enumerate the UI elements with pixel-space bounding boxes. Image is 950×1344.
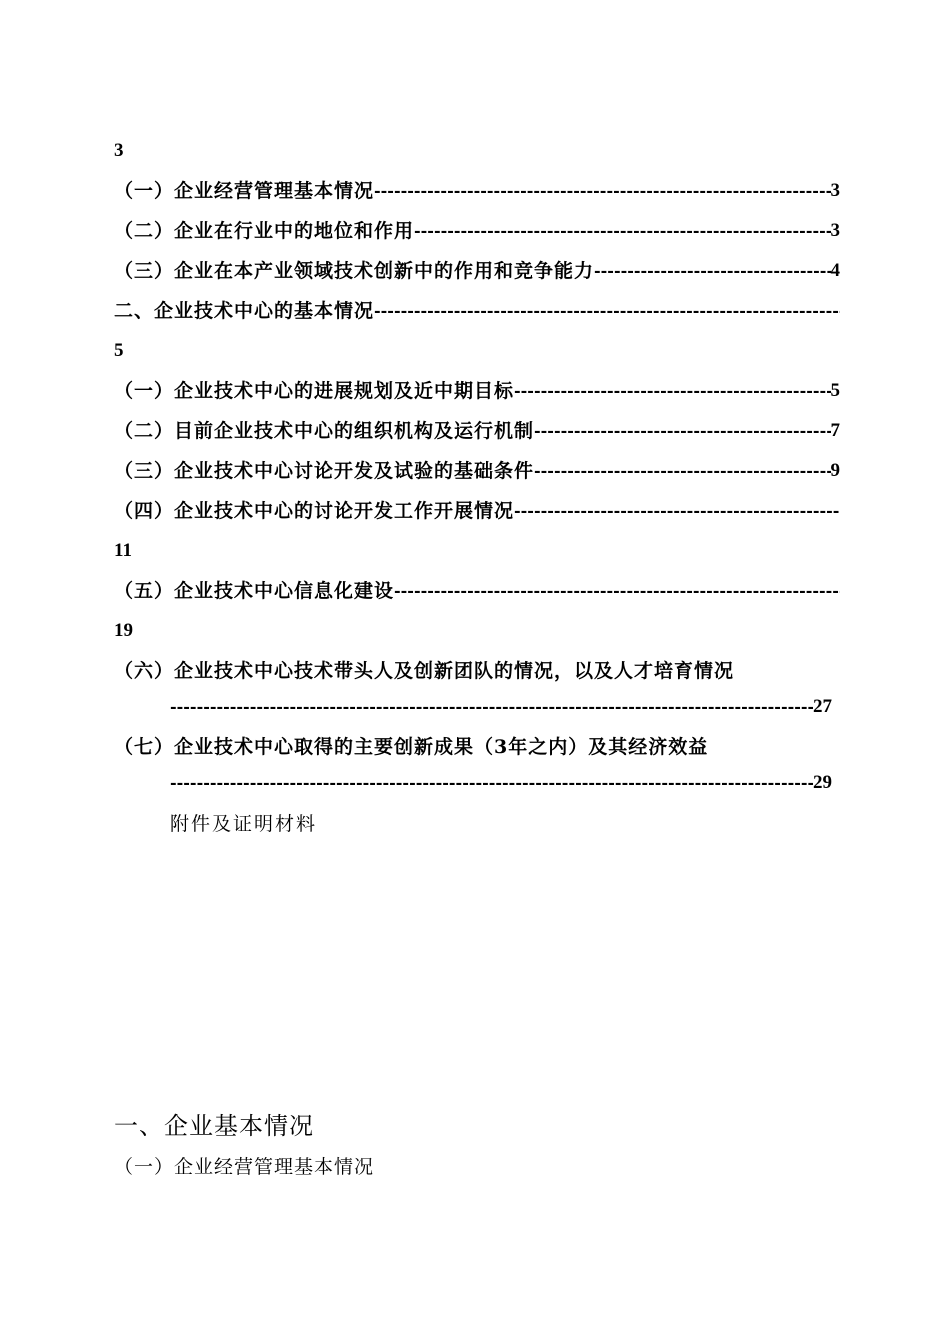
toc-item-label: （五）企业技术中心信息化建设	[114, 580, 395, 602]
toc-item[interactable]	[114, 418, 840, 444]
toc-item-label: （二）目前企业技术中心的组织机构及运行机制	[114, 420, 535, 442]
toc-item-page: 3	[830, 220, 840, 241]
toc-item[interactable]	[114, 178, 840, 204]
toc-item-leader-line	[170, 694, 832, 720]
toc-item-label: 二、企业技术中心的基本情况	[114, 300, 375, 322]
toc-item-page: 4	[830, 260, 840, 281]
toc-item-label: （三）企业在本产业领域技术创新中的作用和竞争能力	[114, 260, 595, 282]
toc-item-label: （二）企业在行业中的地位和作用	[114, 220, 415, 242]
toc-item[interactable]	[114, 258, 840, 284]
toc-item-label: （三）企业技术中心讨论开发及试验的基础条件	[114, 460, 535, 482]
toc-leader	[534, 418, 830, 444]
toc-item[interactable]	[114, 458, 840, 484]
toc-leader	[374, 178, 830, 204]
toc-leader	[170, 694, 813, 720]
toc-item-page: 3	[830, 180, 840, 201]
toc-leader	[170, 770, 813, 796]
toc-item[interactable]	[114, 378, 840, 404]
toc-item[interactable]	[114, 218, 840, 244]
toc-leader	[514, 378, 830, 404]
toc-item[interactable]	[114, 734, 840, 760]
toc-leader	[414, 218, 830, 244]
toc-item-page: 5	[830, 380, 840, 401]
toc-item-page: 5	[114, 340, 124, 361]
toc-item-label: （六）企业技术中心技术带头人及创新团队的情况，以及人才培育情况	[114, 660, 735, 682]
toc-item[interactable]	[114, 498, 840, 524]
toc-item[interactable]	[114, 298, 840, 324]
toc-item[interactable]	[114, 578, 840, 604]
toc-item-page: 11	[114, 540, 132, 561]
toc-leader	[394, 578, 840, 604]
subsection-title: （一）企业经营管理基本情况	[114, 1156, 375, 1178]
toc-leader	[514, 498, 840, 524]
toc-item-page: 27	[813, 696, 832, 717]
toc-item-page: 9	[830, 460, 840, 481]
toc-leader	[374, 298, 840, 324]
toc-item-page: 29	[813, 772, 832, 793]
toc-top-page: 3	[114, 140, 124, 161]
toc-item-label: （一）企业经营管理基本情况	[114, 180, 375, 202]
toc-item-label: （四）企业技术中心的讨论开发工作开展情况	[114, 500, 515, 522]
toc-leader	[594, 258, 830, 284]
toc-item[interactable]	[114, 658, 840, 684]
toc-item-label: （一）企业技术中心的进展规划及近中期目标	[114, 380, 515, 402]
toc-leader	[534, 458, 830, 484]
toc-item-leader-line	[170, 770, 832, 796]
section-title: 一、企业基本情况	[114, 1112, 314, 1140]
toc-item-page: 7	[830, 420, 840, 441]
toc-attachments[interactable]: 附件及证明材料	[170, 813, 318, 835]
toc-item-page: 19	[114, 620, 133, 641]
toc-item-label: （七）企业技术中心取得的主要创新成果（3年之内）及其经济效益	[114, 736, 709, 758]
